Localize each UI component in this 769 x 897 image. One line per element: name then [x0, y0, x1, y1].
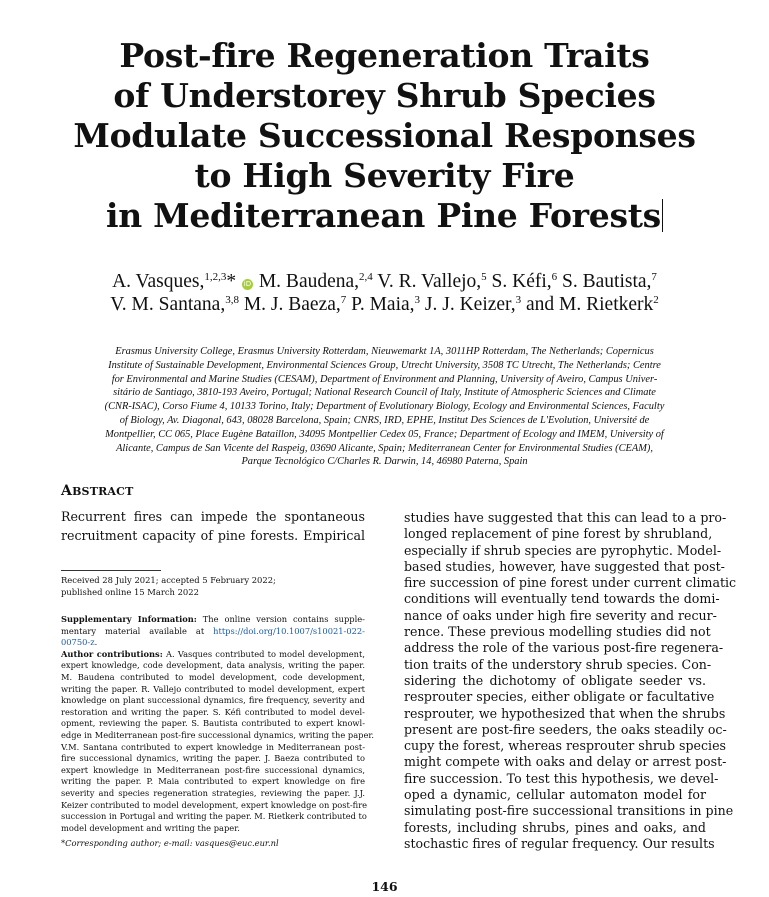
supplementary-doi-link[interactable]: https://doi.org/10.1007/s10021-022- — [213, 625, 365, 636]
supplementary-doi-link-cont[interactable]: 00750-z — [61, 637, 95, 648]
affiliation-line: of Biology, Av. Diagonal, 643, 08028 Barcelona, Spain; CNRS, IRD, EPHE, Institut Des Sciences de L'Evolution, Université de — [119, 414, 650, 426]
abstract-line: sidering the dichotomy of obligate seeder vs. — [404, 672, 706, 688]
title-line: Post-fire Regeneration Traits — [119, 36, 650, 75]
author-name: S. Kéfi, — [486, 271, 552, 292]
author-affil-sup: 3 — [515, 294, 522, 306]
supplementary-line: Supplementary Information: The online version contains supple- — [61, 614, 365, 624]
abstract-line: might compete with oaks and delay or arrest post- — [404, 754, 727, 770]
author-name: M. J. Baeza, — [238, 294, 341, 315]
contributions-line: Keizer contributed to model development, expert knowledge on post-fire — [61, 799, 368, 810]
author-name: M. Baudena, — [253, 271, 360, 292]
abstract-line: especially if shrub species are pyrophytic. Model- — [404, 542, 722, 558]
abstract-line: Recurrent fires can impede the spontaneous — [61, 509, 365, 524]
author-affil-sup: 5 — [481, 271, 487, 283]
corresponding-author: *Corresponding author; e-mail: vasques@euc.eur.nl — [61, 838, 279, 849]
affiliations — [58, 345, 711, 469]
author-line-2 — [20, 293, 749, 316]
page-number: 146 — [371, 879, 398, 894]
contributions-line: model development and writing the paper. — [61, 822, 240, 833]
abstract-left-column — [61, 507, 365, 545]
paper-title — [40, 36, 729, 236]
abstract-heading: ABSTRACT — [61, 483, 134, 499]
author-affil-sup: 3,8 — [225, 294, 239, 306]
contributions-line: Author contributions: A. Vasques contributed to model development, — [61, 648, 365, 659]
abstract-line: stochastic fires of regular frequency. Our results — [404, 835, 715, 851]
affiliation-line: Parque Tecnológico C/Charles R. Darwin, 14, 46980 Paterna, Spain — [241, 456, 528, 468]
author-name: P. Maia, — [346, 294, 415, 315]
abstract-line: tion traits of the understory shrub species. Con- — [404, 656, 712, 672]
abstract-line: recruitment capacity of pine forests. Empirical — [61, 528, 365, 543]
dates-line: Received 28 July 2021; accepted 5 February 2022; — [61, 575, 276, 585]
contributions-line: edge in Mediterranean post-fire successional dynamics, writing the paper. — [61, 729, 375, 740]
author-affil-sup: 6 — [551, 271, 558, 283]
abstract-line: studies have suggested that this can lead to a pro- — [404, 510, 727, 525]
abstract-line: forests, including shrubs, pines and oaks, and — [404, 819, 706, 835]
contributions-line: writing the paper. P. Maia contributed to expert knowledge on fire — [61, 776, 365, 787]
abstract-line: longed replacement of pine forest by shrubland, — [404, 526, 713, 542]
author-name: V. M. Santana, — [110, 294, 226, 315]
abstract-line: address the role of the various post-fire regenera- — [404, 640, 724, 656]
affiliation-line: Institute of Sustainable Development, Environmental Sciences Group, Utrecht University, 3508 TC Utrecht, The Netherlands; Centre — [108, 359, 661, 371]
affiliation-line: Alicante, Campus de San Vicente del Raspeig, 03690 Alicante, Spain; Mediterranean Center for Environmental Studies (CEAM), — [116, 442, 653, 454]
affiliation-line: Montpellier, CC 065, Place Eugène Bataillon, 34095 Montpellier Cedex 05, France; Department of Ecology and IMEM, University of — [105, 428, 664, 440]
title-line-last — [40, 196, 729, 236]
abstract-line: present are post-fire seeders, the oaks steadily oc- — [404, 721, 727, 737]
contributions-line: fire successional dynamics, writing the paper. J. Baeza contributed to — [61, 753, 365, 764]
supplementary-line: 00750-z. — [61, 637, 98, 648]
contributions-line: V.M. Santana contributed to expert knowledge in Mediterranean post- — [61, 741, 365, 752]
abstract-line: resprouter species, either obligate or facultative — [404, 689, 715, 705]
author-line-1 — [20, 270, 749, 293]
title-line: Modulate Successional Responses — [73, 116, 696, 155]
author-affil-sup: 3 — [414, 294, 421, 306]
author-name: V. R. Vallejo, — [372, 271, 482, 292]
abstract-right-column — [404, 510, 737, 852]
supplementary-line: mentary material available at https://doi.org/10.1007/s10021-022- — [61, 625, 365, 636]
author-affil-sup: 7 — [340, 294, 347, 306]
abstract-line: resprouter, we hypothesized that when the shrubs — [404, 705, 726, 721]
affiliation-line: for Environmental and Marine Studies (CESAM), Department of Environment and Planning, University of Aveiro, Campus Univer- — [111, 373, 658, 385]
author-name: A. Vasques, — [112, 271, 205, 292]
author-affil-sup: 2 — [653, 294, 659, 306]
title-line: to High Severity Fire — [194, 156, 575, 195]
abstract-line: cupy the forest, whereas resprouter shrub species — [404, 738, 727, 754]
title-line: of Understorey Shrub Species — [113, 76, 656, 115]
abstract-line: fire succession of pine forest under current climatic — [404, 575, 737, 591]
abstract-line: simulating post-fire successional transitions in pine — [404, 803, 734, 819]
author-list — [20, 270, 749, 316]
contributions-line: severity and species regeneration strategies, reviewing the paper. J.J. — [61, 787, 365, 798]
author-name: S. Bautista, — [557, 271, 652, 292]
author-affil-sup: 7 — [651, 271, 657, 283]
corresponding-star: * — [226, 271, 237, 292]
contributions-line: expert knowledge in Mediterranean post-fire successional dynamics, — [61, 764, 365, 775]
abstract-line: rence. These previous modelling studies did not — [404, 624, 711, 640]
abstract-line: oped a dynamic, cellular automaton model for — [404, 787, 706, 803]
orcid-icon[interactable]: iD — [243, 280, 252, 288]
author-name: J. J. Keizer, — [420, 294, 516, 315]
affiliation-line: (CNR-ISAC), Corso Fiume 4, 10133 Torino, Italy; Department of Evolutionary Biology, Ecology and Environmental Sciences, Faculty — [104, 401, 665, 413]
abstract-line: fire succession. To test this hypothesis, we devel- — [404, 770, 719, 786]
author-name: and M. Rietkerk — [521, 294, 654, 315]
contributions-line: restoration and writing the paper. S. Kéfi contributed to model devel- — [61, 706, 365, 717]
dates-line: published online 15 March 2022 — [61, 586, 199, 597]
contributions-line: expert knowledge, code development, data analysis, writing the paper. — [61, 660, 365, 671]
contributions-label: Author contributions: — [61, 648, 163, 659]
abstract-line: based studies, however, have suggested that post- — [404, 558, 725, 574]
publication-dates — [61, 575, 276, 598]
footnotes — [61, 614, 375, 850]
contributions-line: M. Baudena contributed to model development, code development, — [61, 671, 365, 682]
contributions-line: opment, reviewing the paper. S. Bautista contributed to expert knowl- — [61, 718, 365, 729]
contributions-line: writing the paper. R. Vallejo contributed to model development, expert — [61, 683, 365, 694]
author-affil-sup: 2,4 — [359, 271, 373, 283]
contributions-line: succession in Portugal and writing the paper. M. Rietkerk contributed to — [61, 811, 367, 822]
title-line: in Mediterranean Pine Forests — [106, 196, 661, 235]
abstract-line: nance of oaks under high fire severity and recur- — [404, 607, 717, 623]
author-affil-sup: 1,2,3 — [204, 271, 227, 283]
text-cursor — [662, 199, 663, 232]
abstract-line: conditions will eventually tend towards the domi- — [404, 591, 720, 607]
affiliation-line: Erasmus University College, Erasmus University Rotterdam, Nieuwemarkt 1A, 3011HP Rotterdam, The Netherlands; Copernicus — [115, 346, 654, 357]
footnote-divider — [61, 570, 161, 571]
supplementary-label: Supplementary Information: — [61, 614, 197, 624]
contributions-line: knowledge on plant successional dynamics, fire frequency, severity and — [61, 695, 365, 706]
affiliation-line: sitário de Santiago, 3810-193 Aveiro, Portugal; National Research Council of Italy, Institute of Atmospheric Sciences and Climate — [113, 387, 656, 399]
